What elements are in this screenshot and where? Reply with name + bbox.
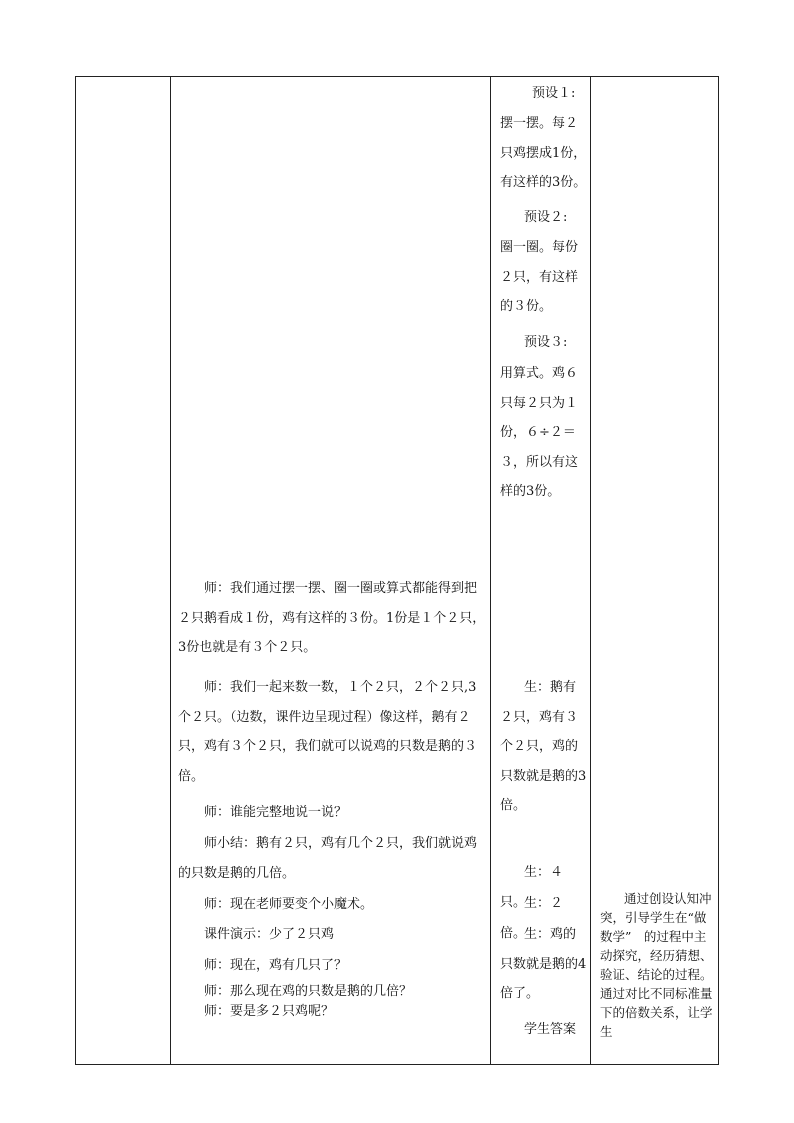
column-divider: [490, 77, 491, 1064]
teacher-paragraph: 课件演示：少了２只鸡: [204, 927, 335, 942]
student-paragraph: 生：４只。: [500, 865, 564, 910]
teacher-paragraph: 师：谁能完整地说一说？: [204, 805, 348, 820]
student-paragraph: 生：鸡的只数就是鹅的4倍了。: [500, 927, 587, 1001]
teacher-paragraph: 师：现在老师要变个小魔术。: [204, 897, 374, 912]
column-divider: [590, 77, 591, 1064]
teacher-process-column: [172, 77, 490, 1064]
teacher-paragraph: 师：我们一起来数一数，１个２只，２个２只,3个２只。（边数，课件边呈现过程）像这样，鹅有２只，鸡有３个２只，我们就可以说鸡的只数是鹅的３倍。: [178, 680, 478, 784]
student-paragraph: 圈一圈。每份２只，有这样的３份。: [500, 240, 579, 314]
teacher-paragraph: 师小结：鹅有２只，鸡有几个２只，我们就说鸡的只数是鹅的几倍。: [178, 836, 478, 881]
student-paragraph: 生：２倍。: [500, 896, 564, 941]
student-heading: 预设３:: [524, 335, 568, 350]
student-heading: 预设２:: [524, 210, 568, 225]
student-heading: 预设１:: [532, 86, 576, 101]
teacher-paragraph: 师：要是多２只鸡呢？: [204, 1004, 335, 1019]
design-intent-column: [592, 77, 720, 1064]
teacher-paragraph: 师：现在，鸡有几只了？: [204, 958, 348, 973]
student-paragraph: 生：鹅有２只，鸡有３个２只，鸡的只数就是鹅的3倍。: [500, 680, 587, 813]
column-divider: [170, 77, 171, 1064]
student-activity-column: [492, 77, 590, 1064]
teacher-paragraph: 师：我们通过摆一摆、圈一圈或算式都能得到把２只鹅看成１份，鸡有这样的３份。1份是１个２只，3份也就是有３个２只。: [178, 581, 486, 655]
teacher-paragraph: 师：那么现在鸡的只数是鹅的几倍？: [204, 984, 413, 999]
student-paragraph: 用算式。鸡６只每２只为１份，６÷２＝３，所以有这样的3份。: [500, 366, 579, 499]
design-intent-paragraph: 通过创设认知冲突，引导学生在“做数学” 的过程中主动探究，经历猜想、验证、结论的过程。通过对比不同标准量下的倍数关系，让学生: [600, 891, 713, 1039]
student-paragraph: 学生答案: [524, 1022, 577, 1037]
lesson-plan-table: [75, 76, 719, 1065]
student-paragraph: 摆一摆。每２只鸡摆成1份，有这样的3份。: [500, 116, 587, 190]
